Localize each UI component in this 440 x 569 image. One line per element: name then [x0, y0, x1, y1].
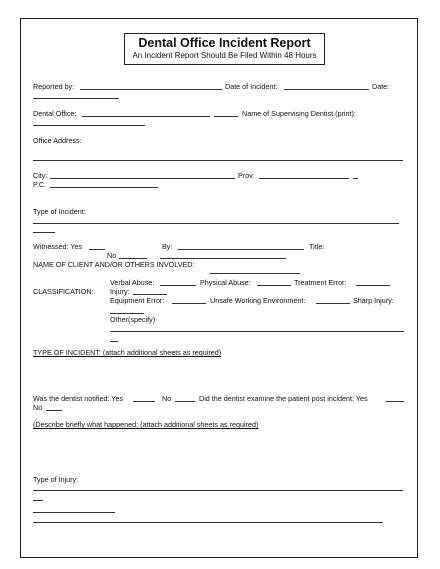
- title-field[interactable]: [160, 258, 286, 259]
- prov-field-extra[interactable]: [353, 178, 358, 179]
- postal-code-label: P.C.: [33, 180, 47, 189]
- reported-by-label: Reported by:: [33, 82, 75, 91]
- dentist-notified-label: Was the dentist notified: Yes: [33, 394, 124, 403]
- type-of-injury-field[interactable]: [33, 490, 403, 491]
- physical-abuse-label: Physical Abuse:: [200, 278, 251, 287]
- office-address-label: Office Address:: [33, 136, 82, 145]
- type-of-incident-label: Type of Incident:: [33, 207, 86, 216]
- prov-label: Prov:: [238, 171, 255, 180]
- dental-office-field[interactable]: [82, 116, 210, 117]
- dentist-examine-yes-field[interactable]: [386, 401, 404, 402]
- dentist-examine-label: Did the dentist examine the patient post incident: Yes: [199, 394, 368, 403]
- equipment-error-field[interactable]: [172, 303, 206, 304]
- dentist-examine-no-field[interactable]: [46, 410, 62, 411]
- page-title: Dental Office Incident Report: [138, 36, 311, 50]
- other-specify-label: Other(specify): [110, 315, 156, 324]
- dentist-notified-no-label: No: [162, 394, 172, 403]
- sharp-injury-label: Sharp Injury:: [353, 296, 394, 305]
- dental-office-field-extra[interactable]: [214, 116, 238, 117]
- classification-label: CLASSIFICATION:: [33, 287, 94, 296]
- client-names-label: NAME OF CLIENT AND/OR OTHERS INVOLVED:: [33, 260, 195, 269]
- office-address-field[interactable]: [33, 160, 403, 161]
- unsafe-environment-field[interactable]: [316, 303, 350, 304]
- dentist-notified-yes-field[interactable]: [133, 401, 155, 402]
- type-of-injury-field-2[interactable]: [33, 500, 43, 501]
- by-field[interactable]: [178, 249, 304, 250]
- by-label: By:: [162, 242, 173, 251]
- verbal-abuse-field[interactable]: [160, 285, 196, 286]
- city-field[interactable]: [50, 178, 235, 179]
- type-of-injury-label: Type of Injury:: [33, 475, 79, 484]
- title-box: [124, 33, 325, 65]
- treatment-error-field[interactable]: [356, 285, 390, 286]
- type-of-incident-field[interactable]: [33, 223, 399, 224]
- other-specify-field[interactable]: [110, 331, 404, 332]
- type-of-incident-section: TYPE OF INCIDENT: (attach additional sheets as required): [33, 348, 222, 357]
- dentist-examine-no-label: No: [33, 403, 43, 412]
- date-of-incident-field[interactable]: [284, 89, 369, 90]
- city-label: City:: [33, 171, 48, 180]
- witnessed-yes-field[interactable]: [89, 249, 105, 250]
- injury-field[interactable]: [133, 294, 167, 295]
- witnessed-no-field[interactable]: [119, 258, 147, 259]
- supervising-dentist-field[interactable]: [33, 125, 145, 126]
- dentist-notified-no-field[interactable]: [175, 401, 195, 402]
- physical-abuse-field[interactable]: [257, 285, 291, 286]
- date-field[interactable]: [33, 98, 119, 99]
- injury-label: Injury:: [110, 287, 130, 296]
- client-names-field[interactable]: [210, 273, 300, 274]
- type-of-injury-field-4[interactable]: [33, 522, 383, 523]
- verbal-abuse-label: Verbal Abuse:: [110, 278, 155, 287]
- witnessed-yes-label: Witnessed: Yes: [33, 242, 83, 251]
- equipment-error-label: Equipment Error:: [110, 296, 165, 305]
- describe-section: (Describe briefly what happened: (attach additional sheets as required): [33, 420, 259, 429]
- type-of-incident-field-2[interactable]: [33, 232, 55, 233]
- postal-code-field[interactable]: [50, 187, 158, 188]
- page-subtitle: An Incident Report Should Be Filed Within 48 Hours: [132, 51, 317, 60]
- other-specify-field-2[interactable]: [110, 341, 118, 342]
- type-of-injury-field-3[interactable]: [33, 512, 115, 513]
- sharp-injury-field[interactable]: [110, 313, 144, 314]
- date-label: Date:: [372, 82, 390, 91]
- treatment-error-label: Treatment Error:: [294, 278, 347, 287]
- supervising-dentist-label: Name of Supervising Dentist (print):: [242, 109, 356, 118]
- dental-office-label: Dental Office:: [33, 109, 77, 118]
- witnessed-no-label: No: [107, 251, 117, 260]
- title-label: Title:: [309, 242, 325, 251]
- date-of-incident-label: Date of Incident:: [225, 82, 278, 91]
- unsafe-environment-label: Unsafe Working Environment:: [210, 296, 306, 305]
- prov-field[interactable]: [259, 178, 349, 179]
- reported-by-field[interactable]: [80, 89, 222, 90]
